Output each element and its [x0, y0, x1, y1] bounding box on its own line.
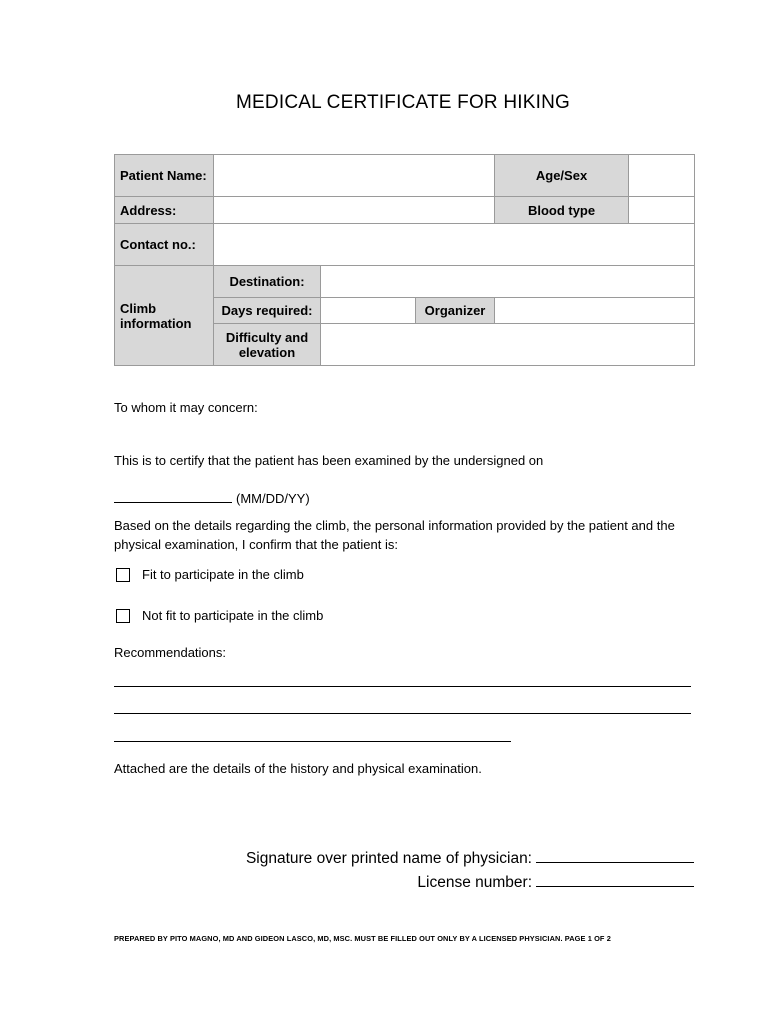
patient-name-field[interactable] — [214, 155, 495, 197]
difficulty-field[interactable] — [321, 324, 695, 366]
age-sex-field[interactable] — [629, 155, 695, 197]
footer-note: PREPARED BY PITO MAGNO, MD AND GIDEON LASCO, MD, MSC. MUST BE FILLED OUT ONLY BY A LICENSED PHYSICIAN. PAGE 1 OF 2 — [114, 934, 611, 943]
destination-label: Destination: — [214, 266, 321, 298]
fit-option[interactable] — [114, 565, 304, 584]
organizer-label: Organizer — [416, 298, 495, 324]
license-label: License number: — [417, 874, 532, 891]
signature-row — [246, 848, 694, 868]
fit-label: Fit to participate in the climb — [142, 567, 304, 582]
recommendations-label: Recommendations: — [114, 645, 226, 660]
signature-label: Signature over printed name of physician: — [245, 850, 532, 867]
address-label: Address: — [115, 197, 214, 224]
date-format-hint: (MM/DD/YY) — [236, 491, 310, 506]
patient-info-table — [114, 154, 695, 366]
recommendation-line-2[interactable] — [114, 713, 691, 714]
not-fit-checkbox[interactable] — [116, 609, 130, 623]
blood-type-label: Blood type — [495, 197, 629, 224]
certify-statement: This is to certify that the patient has been examined by the undersigned on — [114, 453, 544, 468]
days-required-label: Days required: — [214, 298, 321, 324]
climb-info-label: Climb information — [115, 266, 214, 366]
license-field[interactable] — [536, 872, 694, 887]
destination-field[interactable] — [321, 266, 695, 298]
exam-date-field[interactable] — [114, 489, 232, 503]
recommendation-line-1[interactable] — [114, 686, 691, 687]
patient-name-label: Patient Name: — [115, 155, 214, 197]
age-sex-label: Age/Sex — [495, 155, 629, 197]
contact-label: Contact no.: — [115, 224, 214, 266]
not-fit-option[interactable] — [114, 606, 323, 625]
greeting: To whom it may concern: — [114, 400, 258, 415]
fit-checkbox[interactable] — [116, 568, 130, 582]
recommendation-line-3[interactable] — [114, 741, 511, 742]
contact-field[interactable] — [214, 224, 695, 266]
blood-type-field[interactable] — [629, 197, 695, 224]
attached-statement: Attached are the details of the history and physical examination. — [114, 761, 482, 776]
based-on-statement: Based on the details regarding the climb, the personal information provided by the patient and the physical examination, I confirm that the patient is: — [114, 518, 675, 552]
organizer-field[interactable] — [495, 298, 695, 324]
exam-date-line — [114, 489, 310, 508]
difficulty-label: Difficulty and elevation — [214, 324, 321, 366]
days-required-field[interactable] — [321, 298, 416, 324]
license-row — [417, 872, 694, 892]
address-field[interactable] — [214, 197, 495, 224]
document-title: MEDICAL CERTIFICATE FOR HIKING — [236, 92, 570, 113]
not-fit-label: Not fit to participate in the climb — [142, 608, 324, 623]
signature-field[interactable] — [536, 848, 694, 863]
